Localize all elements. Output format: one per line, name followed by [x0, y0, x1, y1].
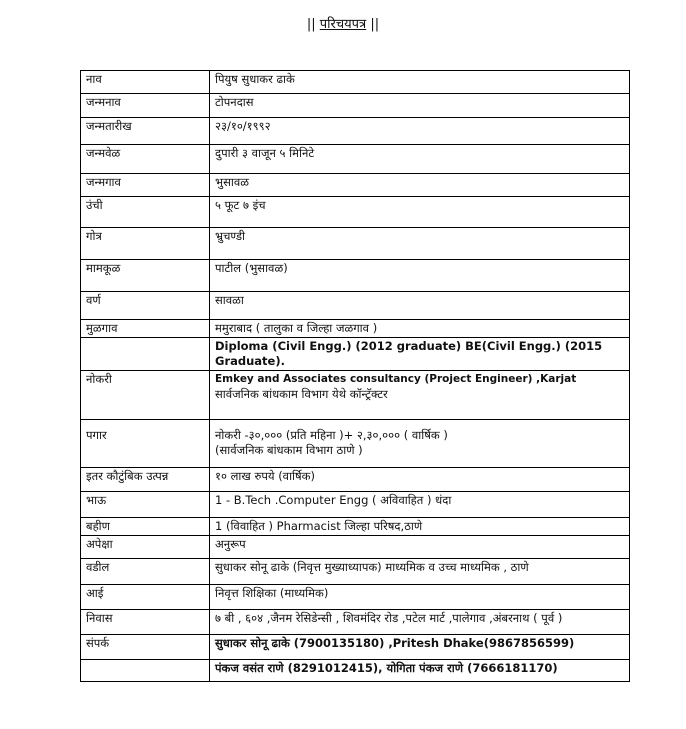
row-label: बहीण [81, 518, 210, 536]
title-right-mark: || [370, 17, 380, 32]
row-value: Diploma (Civil Engg.) (2012 graduate) BE(Civil Engg.) (2015 Graduate). [210, 338, 630, 371]
row-salary [81, 420, 630, 468]
row-value: पियुष सुधाकर ढाके [210, 71, 630, 94]
row-value: ७ बी , ६०४ ,जैनम रेसिडेन्सी , शिवमंदिर रोड ,पटेल मार्ट ,पालेगाव ,अंबरनाथ ( पूर्व ) [210, 610, 630, 635]
row-label: आई [81, 585, 210, 610]
row-value: सुधाकर सोनू ढाके (निवृत्त मुख्याध्यापक) माध्यमिक व उच्च माध्यमिक , ठाणे [210, 559, 630, 585]
row-value: 1 - B.Tech .Computer Engg ( अविवाहित ) धंदा [210, 492, 630, 518]
salary-line-1: नोकरी -३०,००० (प्रति महिना )+ २,३०,००० ( वार्षिक ) [215, 428, 448, 442]
row-birth-date [81, 118, 630, 145]
row-label: इतर कौटुंबिक उत्पन्न [81, 468, 210, 492]
row-contact-2 [81, 660, 630, 682]
row-label: नोकरी [81, 371, 210, 420]
row-birth-time [81, 145, 630, 174]
row-label: उंची [81, 197, 210, 228]
row-sister [81, 518, 630, 536]
row-value: १० लाख रुपये (वार्षिक) [210, 468, 630, 492]
row-value: भुसावळ [210, 174, 630, 197]
row-value: सावळा [210, 292, 630, 320]
row-height [81, 197, 630, 228]
row-residence [81, 610, 630, 635]
row-label: निवास [81, 610, 210, 635]
row-label: मुळगाव [81, 320, 210, 338]
job-line-2: सार्वजनिक बांधकाम विभाग येथे कॉन्ट्रॅक्टर [215, 387, 388, 401]
row-job [81, 371, 630, 420]
row-label: गोत्र [81, 228, 210, 260]
row-birth-place [81, 174, 630, 197]
row-expectation [81, 536, 630, 559]
row-label: जन्मनाव [81, 94, 210, 118]
row-value: सुधाकर सोनू ढाके (7900135180) ,Pritesh Dhake(9867856599) [210, 635, 630, 660]
row-value: भ्रुचण्डी [210, 228, 630, 260]
title-text: परिचयपत्र [319, 17, 367, 32]
row-value: ममुराबाद ( तालुका व जिल्हा जळगाव ) [210, 320, 630, 338]
salary-line-2: (सार्वजनिक बांधकाम विभाग ठाणे ) [215, 443, 363, 457]
row-label [81, 660, 210, 682]
row-native-village [81, 320, 630, 338]
row-value [210, 420, 630, 468]
row-value: दुपारी ३ वाजून ५ मिनिटे [210, 145, 630, 174]
page-title [0, 14, 686, 32]
row-value: पाटील (भुसावळ) [210, 260, 630, 292]
row-father [81, 559, 630, 585]
row-label: जन्मगाव [81, 174, 210, 197]
row-value: टोपनदास [210, 94, 630, 118]
row-value [210, 371, 630, 420]
title-left-mark: || [306, 17, 316, 32]
row-name [81, 71, 630, 94]
row-contact [81, 635, 630, 660]
row-label: संपर्क [81, 635, 210, 660]
row-mother [81, 585, 630, 610]
row-value: निवृत्त शिक्षिका (माध्यमिक) [210, 585, 630, 610]
row-maternal-clan [81, 260, 630, 292]
row-brother [81, 492, 630, 518]
row-gotra [81, 228, 630, 260]
row-label: भाऊ [81, 492, 210, 518]
row-value: ५ फूट ७ इंच [210, 197, 630, 228]
row-label: वर्ण [81, 292, 210, 320]
row-label: जन्मतारीख [81, 118, 210, 145]
biodata-table [80, 70, 630, 682]
row-label [81, 338, 210, 371]
row-birth-name [81, 94, 630, 118]
row-education [81, 338, 630, 371]
row-label: जन्मवेळ [81, 145, 210, 174]
row-label: वडील [81, 559, 210, 585]
row-value: पंकज वसंत राणे (8291012415), योगिता पंकज राणे (7666181170) [210, 660, 630, 682]
row-value: अनुरूप [210, 536, 630, 559]
row-value: 1 (विवाहित ) Pharmacist जिल्हा परिषद,ठाणे [210, 518, 630, 536]
row-family-income [81, 468, 630, 492]
row-label: मामकूळ [81, 260, 210, 292]
job-line-1: Emkey and Associates consultancy (Project Engineer) ,Karjat [215, 373, 577, 385]
row-label: अपेक्षा [81, 536, 210, 559]
row-label: पगार [81, 420, 210, 468]
row-label: नाव [81, 71, 210, 94]
row-value: २३/१०/१९९२ [210, 118, 630, 145]
row-complexion [81, 292, 630, 320]
